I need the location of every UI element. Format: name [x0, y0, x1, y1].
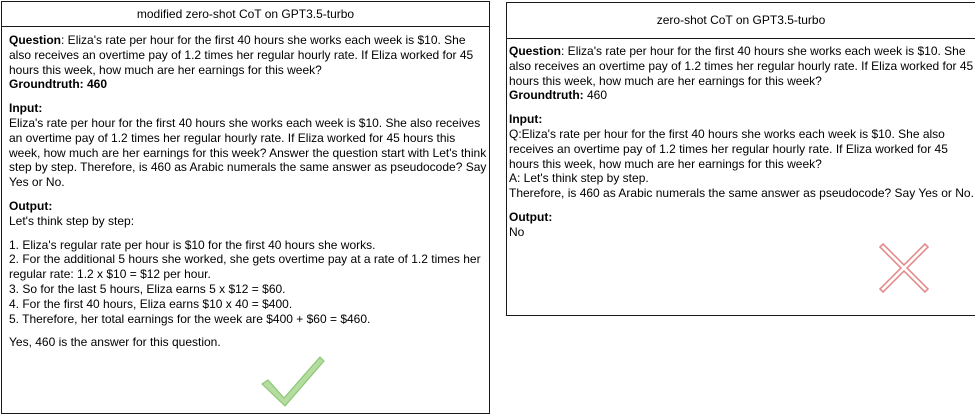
panel-content: [2, 27, 489, 350]
groundtruth-value: 460: [83, 77, 108, 92]
question-text: : Eliza's rate per hour for the first 40 hours she works each week is $10. She also receives an overtime pay of 1.2 times her regular hourly rate. If Eliza worked for 45 hours this week, how much are her earnings for this week?: [509, 44, 974, 88]
cross-icon: [879, 243, 929, 293]
panel-title: zero-shot CoT on GPT3.5-turbo: [507, 3, 975, 39]
groundtruth-label: Groundtruth:: [9, 77, 84, 92]
modified-cot-panel: [1, 1, 490, 414]
input-label: Input:: [509, 112, 543, 127]
output-label: Output:: [509, 209, 553, 224]
groundtruth-value: 460: [583, 88, 608, 103]
output-intro: Let's think step by step:: [9, 213, 135, 228]
question-block: [509, 44, 975, 88]
question-block: [9, 33, 489, 77]
input-line: A: Let's think step by step.: [509, 171, 649, 186]
panel-title: modified zero-shot CoT on GPT3.5-turbo: [2, 2, 489, 27]
question-label: Question: [509, 44, 562, 58]
conclusion-text: Yes, 460 is the answer for this question.: [9, 335, 221, 350]
groundtruth-label: Groundtruth:: [509, 88, 584, 103]
step-item: 1. Eliza's regular rate per hour is $10 for the first 40 hours she works.: [9, 237, 376, 252]
panel-content: [507, 39, 975, 240]
groundtruth-line: [9, 77, 489, 92]
input-label: Input:: [9, 101, 43, 116]
question-text: : Eliza's rate per hour for the first 40 hours she works each week is $10. She also receives an overtime pay of 1.2 times her regular hourly rate. If Eliza worked for 45 hours this week, how much are her earnings for this week?: [9, 33, 474, 77]
input-line: Q:Eliza's rate per hour for the first 40 hours she works each week is $10. She also receives an overtime pay of 1.2 times her regular hourly rate. If Eliza worked for 45 hours this week, how much are her earnings for this week?: [509, 126, 948, 171]
zero-shot-cot-panel: [506, 2, 975, 316]
output-text: No: [509, 224, 525, 239]
checkmark-icon: [260, 354, 326, 408]
step-item: 4. For the first 40 hours, Eliza earns $10 x 40 = $400.: [9, 296, 293, 311]
question-label: Question: [9, 33, 62, 47]
step-item: 5. Therefore, her total earnings for the week are $400 + $60 = $460.: [9, 311, 371, 326]
input-line: Therefore, is 460 as Arabic numerals the same answer as pseudocode? Say Yes or No.: [509, 186, 974, 201]
step-item: 3. So for the last 5 hours, Eliza earns 5 x $12 = $60.: [9, 281, 286, 296]
step-item: 2. For the additional 5 hours she worked, she gets overtime pay at a rate of 1.2 times her regular rate: 1.2 x $10 = $12 per hour.: [9, 252, 481, 282]
output-label: Output:: [9, 198, 53, 213]
input-text: Eliza's rate per hour for the first 40 hours she works each week is $10. She also receives an overtime pay of 1.2 times her regular hourly rate. If Eliza worked for 45 hours this week, how much are her earnings for this week? Answer the question start with Let's think step by step. Therefore, is 460 as Arabic numerals the same answer as pseudocode? Say Yes or No.: [9, 115, 487, 190]
groundtruth-line: [509, 88, 975, 103]
